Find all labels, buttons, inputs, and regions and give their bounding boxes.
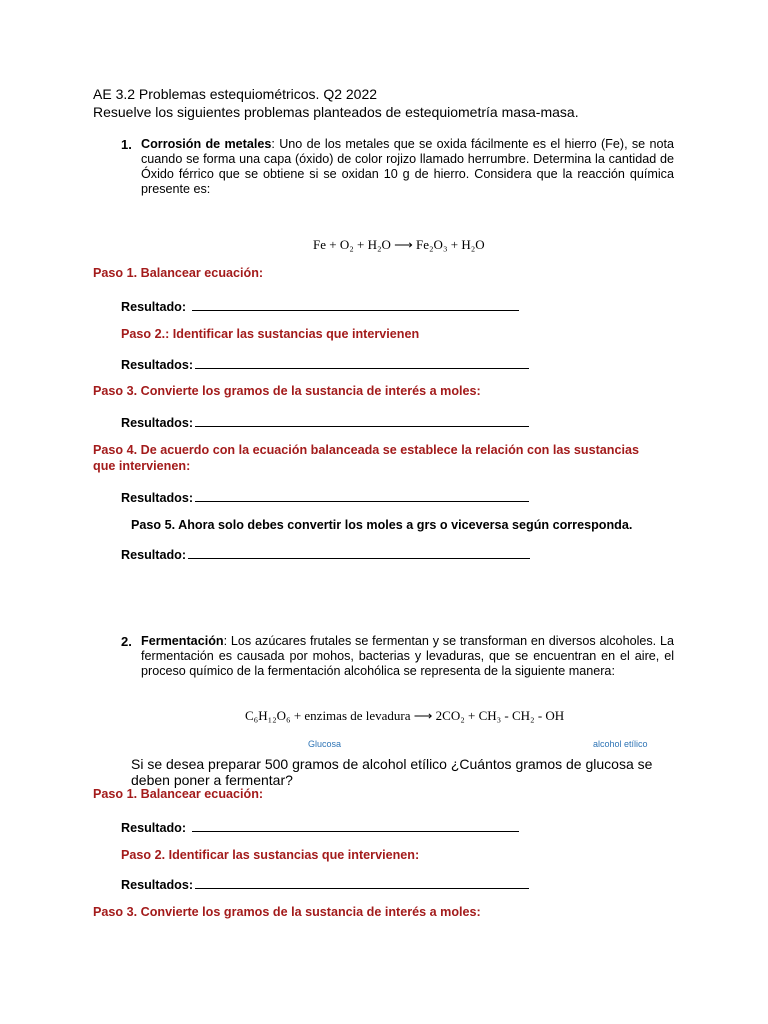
problem1-title: Corrosión de metales <box>141 137 272 151</box>
ethanol-label: alcohol etílico <box>593 739 648 749</box>
document-instructions: Resuelve los siguientes problemas planteados de estequiometría masa-masa. <box>93 104 579 120</box>
problem1-equation: Fe + O₂ + H₂O ⟶ Fe₂O₃ + H₂O <box>313 237 485 252</box>
problem2-step3-label: Paso 3. Convierte los gramos de la sustancia de interés a moles: <box>93 905 481 919</box>
problem1-step3-result: Resultados: <box>121 414 529 430</box>
problem2-title: Fermentación <box>141 634 224 648</box>
problem2-question: Si se desea preparar 500 gramos de alcohol etílico ¿Cuántos gramos de glucosa se deben poner a fermentar? <box>131 756 653 788</box>
problem1-step3-label: Paso 3. Convierte los gramos de la sustancia de interés a moles: <box>93 384 481 398</box>
problem1-step4-result: Resultados: <box>121 489 529 505</box>
problem1-step1-label: Paso 1. Balancear ecuación: <box>93 266 264 280</box>
answer-line[interactable] <box>188 546 530 559</box>
problem1-step4-label-cont: que intervienen: <box>93 459 191 473</box>
problem1-step5-label: Paso 5. Ahora solo debes convertir los moles a grs o viceversa según corresponda. <box>131 518 633 532</box>
problem1-number: 1. <box>121 137 132 152</box>
answer-line[interactable] <box>195 876 529 889</box>
answer-line[interactable] <box>195 356 529 369</box>
answer-line[interactable] <box>195 414 529 427</box>
answer-line[interactable] <box>195 489 529 502</box>
problem1-step2-result: Resultados: <box>121 356 529 372</box>
problem2-text: : Los azúcares frutales se fermentan y se transforman en diversos alcoholes. La fermentación es causada por mohos, bacterias y levaduras, que se encuentran en el aire, el proceso químico de la fermentación alcohólica se representa de la siguiente manera: <box>141 634 674 678</box>
problem2-step1-result: Resultado: <box>121 819 519 835</box>
problem1-step1-result: Resultado: <box>121 298 519 314</box>
problem1-step2-label: Paso 2.: Identificar las sustancias que intervienen <box>121 327 420 341</box>
problem2-equation: C₆H₁₂O₆ + enzimas de levadura ⟶ 2CO₂ + CH₃ - CH₂ - OH <box>245 708 565 723</box>
problem1-step4-label: Paso 4. De acuerdo con la ecuación balanceada se establece la relación con las sustancias <box>93 443 639 457</box>
problem1-statement <box>141 137 674 197</box>
problem1-step5-result: Resultado: <box>121 546 530 562</box>
problem2-step2-result: Resultados: <box>121 876 529 892</box>
answer-line[interactable] <box>192 819 519 832</box>
problem2-number: 2. <box>121 634 132 649</box>
problem2-statement <box>141 634 674 679</box>
glucose-label: Glucosa <box>308 739 342 749</box>
problem2-step2-label: Paso 2. Identificar las sustancias que intervienen: <box>121 848 420 862</box>
problem1-text: : Uno de los metales que se oxida fácilmente es el hierro (Fe), se nota cuando se forma una capa (óxido) de color rojizo llamado herrumbre. Determina la cantidad de Óxido férrico que se obtiene si se oxidan 10 g de hierro. Considera que la reacción química presente es: <box>141 137 674 196</box>
document-title: AE 3.2 Problemas estequiométricos. Q2 2022 <box>93 86 378 102</box>
answer-line[interactable] <box>192 298 519 311</box>
problem2-step1-label: Paso 1. Balancear ecuación: <box>93 787 264 801</box>
